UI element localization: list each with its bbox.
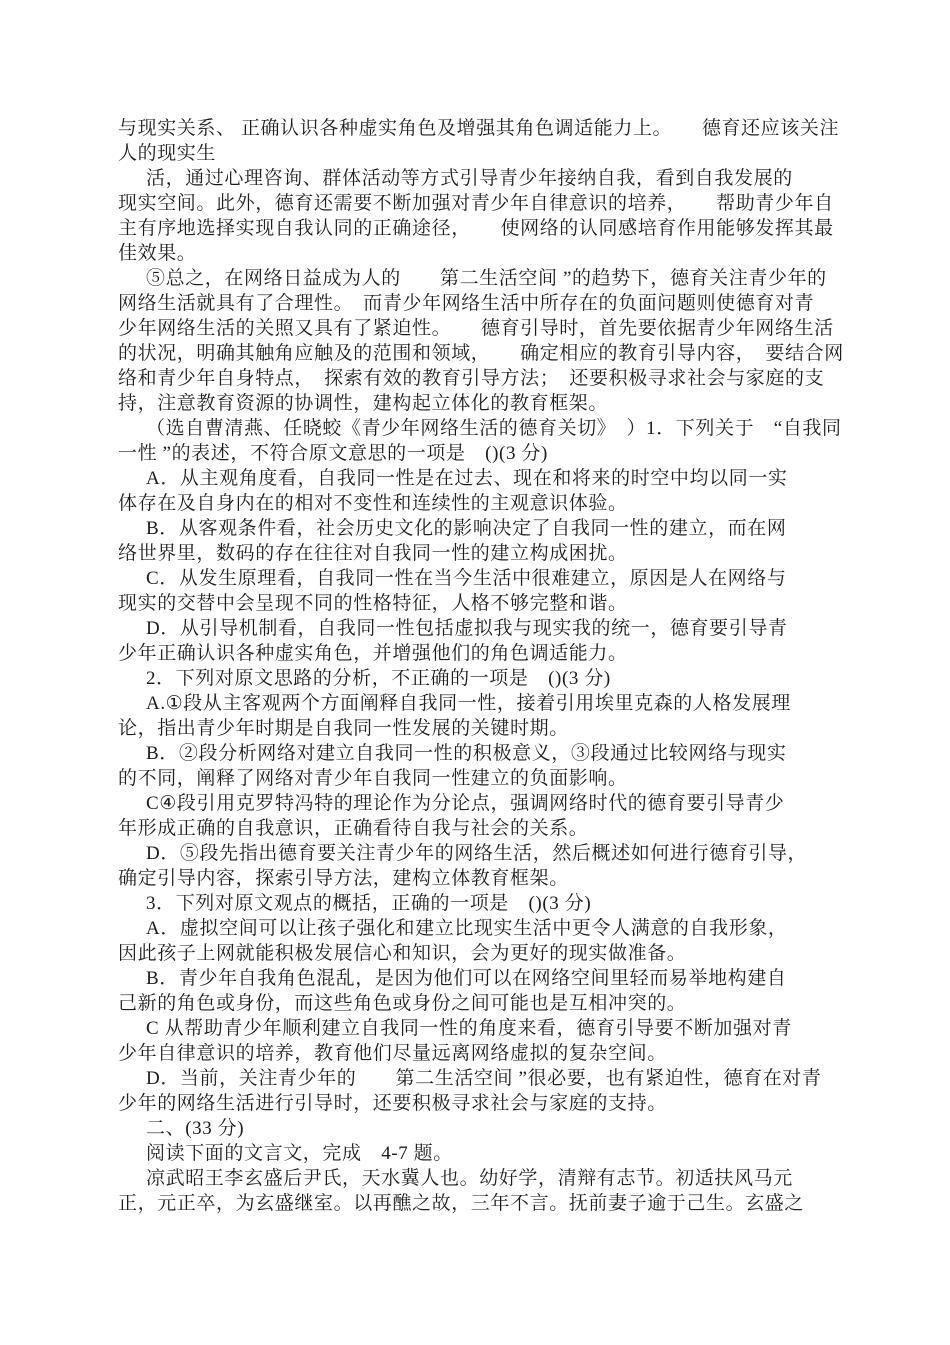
text-line: 持，注意教育资源的协调性，建构起立体化的教育框架。 — [118, 393, 609, 414]
text-line: 络世界里，数码的存在往往对自我同一性的建立构成困扰。 — [118, 543, 628, 564]
text-line: 阅读下面的文言文，完成 4-7 题。 — [146, 1143, 453, 1164]
text-line: 现实空间。此外，德育还需要不断加强对青少年自律意识的培养， 帮助青少年自 — [118, 193, 834, 214]
text-line: D．⑤段先指出德育要关注青少年的网络生活，然后概述如何进行德育引导， — [146, 843, 808, 864]
text-line: 少年的网络生活进行引导时，还要积极寻求社会与家庭的支持。 — [118, 1093, 667, 1114]
text-line: 一性 ”的表述，不符合原文意思的一项是 ()(3 分) — [118, 443, 548, 464]
text-line: B．从客观条件看，社会历史文化的影响决定了自我同一性的建立，而在网 — [146, 518, 787, 539]
text-line: B．②段分析网络对建立自我同一性的积极意义，③段通过比较网络与现实 — [146, 743, 787, 764]
text-line: 凉武昭王李玄盛后尹氏，天水冀人也。幼好学，清辩有志节。初适扶风马元 — [146, 1168, 793, 1189]
text-line: 活，通过心理咨询、群体活动等方式引导青少年接纳自我，看到自我发展的 — [146, 168, 793, 189]
text-line: 佳效果。 — [118, 243, 197, 264]
text-line: D．当前，关注青少年的 第二生活空间 ”很必要，也有紧迫性，德育在对青 — [146, 1068, 822, 1089]
text-line: 己新的角色或身份，而这些角色或身份之间可能也是互相冲突的。 — [118, 993, 687, 1014]
text-line: 主有序地选择实现自我认同的正确途径， 使网络的认同感培育作用能够发挥其最 — [118, 218, 834, 239]
text-line: 2．下列对原文思路的分析，不正确的一项是 ()(3 分) — [146, 668, 611, 689]
text-line: 因此孩子上网就能积极发展信心和知识，会为更好的现实做准备。 — [118, 943, 687, 964]
text-line: 体存在及自身内在的相对不变性和连续性的主观意识体验。 — [118, 493, 628, 514]
text-line: 络和青少年自身特点， 探索有效的教育引导方法； 还要积极寻求社会与家庭的支 — [118, 368, 825, 389]
text-line: 少年自律意识的培养，教育他们尽量远离网络虚拟的复杂空间。 — [118, 1043, 667, 1064]
text-line: 少年正确认识各种虚实角色，并增强他们的角色调适能力。 — [118, 643, 628, 664]
text-line: C．从发生原理看，自我同一性在当今生活中很难建立，原因是人在网络与 — [146, 568, 787, 589]
text-line: C 从帮助青少年顺利建立自我同一性的角度来看，德育引导要不断加强对青 — [146, 1018, 792, 1039]
text-line: B．青少年自我角色混乱，是因为他们可以在网络空间里轻而易举地构建自 — [146, 968, 787, 989]
text-line: 的不同，阐释了网络对青少年自我同一性建立的负面影响。 — [118, 768, 628, 789]
text-line: A.①段从主客观两个方面阐释自我同一性，接着引用埃里克森的人格发展理 — [146, 693, 791, 714]
text-line: 3．下列对原文观点的概括，正确的一项是 ()(3 分) — [146, 893, 592, 914]
text-line: 少年网络生活的关照又具有了紧迫性。 德育引导时，首先要依据青少年网络生活 — [118, 318, 834, 339]
text-line: A．虚拟空间可以让孩子强化和建立比现实生活中更令人满意的自我形象， — [146, 918, 788, 939]
text-line: 论，指出青少年时期是自我同一性发展的关键时期。 — [118, 718, 569, 739]
text-line: 现实的交替中会呈现不同的性格特征，人格不够完整和谐。 — [118, 593, 628, 614]
text-line: 人的现实生 — [118, 143, 217, 164]
text-line: A．从主观角度看，自我同一性是在过去、现在和将来的时空中均以同一实 — [146, 468, 788, 489]
text-block — [118, 116, 878, 1216]
text-line: 正，元正卒，为玄盛继室。以再醮之故，三年不言。抚前妻子逾于己生。玄盛之 — [118, 1193, 805, 1214]
text-line: ⑤总之，在网络日益成为人的 第二生活空间 ”的趋势下，德育关注青少年的 — [146, 268, 827, 289]
text-line: （选自曹清燕、任晓蛟《青少年网络生活的德育关切》 ）1．下列关于 “自我同 — [146, 418, 842, 439]
text-line: D．从引导机制看，自我同一性包括虚拟我与现实我的统一，德育要引导青 — [146, 618, 788, 639]
text-line: C④段引用克罗特冯特的理论作为分论点，强调网络时代的德育要引导青少 — [146, 793, 785, 814]
text-line: 与现实关系、 正确认识各种虚实角色及增强其角色调适能力上。 德育还应该关注 — [118, 118, 840, 139]
text-line: 网络生活就具有了合理性。 而青少年网络生活中所存在的负面问题则使德育对青 — [118, 293, 815, 314]
text-line: 的状况，明确其触角应触及的范围和领域， 确定相应的教育引导内容， 要结合网 — [118, 343, 844, 364]
text-line: 二、(33 分) — [146, 1118, 245, 1139]
text-line: 年形成正确的自我意识，正确看待自我与社会的关系。 — [118, 818, 589, 839]
text-line: 确定引导内容，探索引导方法，建构立体教育框架。 — [118, 868, 569, 889]
